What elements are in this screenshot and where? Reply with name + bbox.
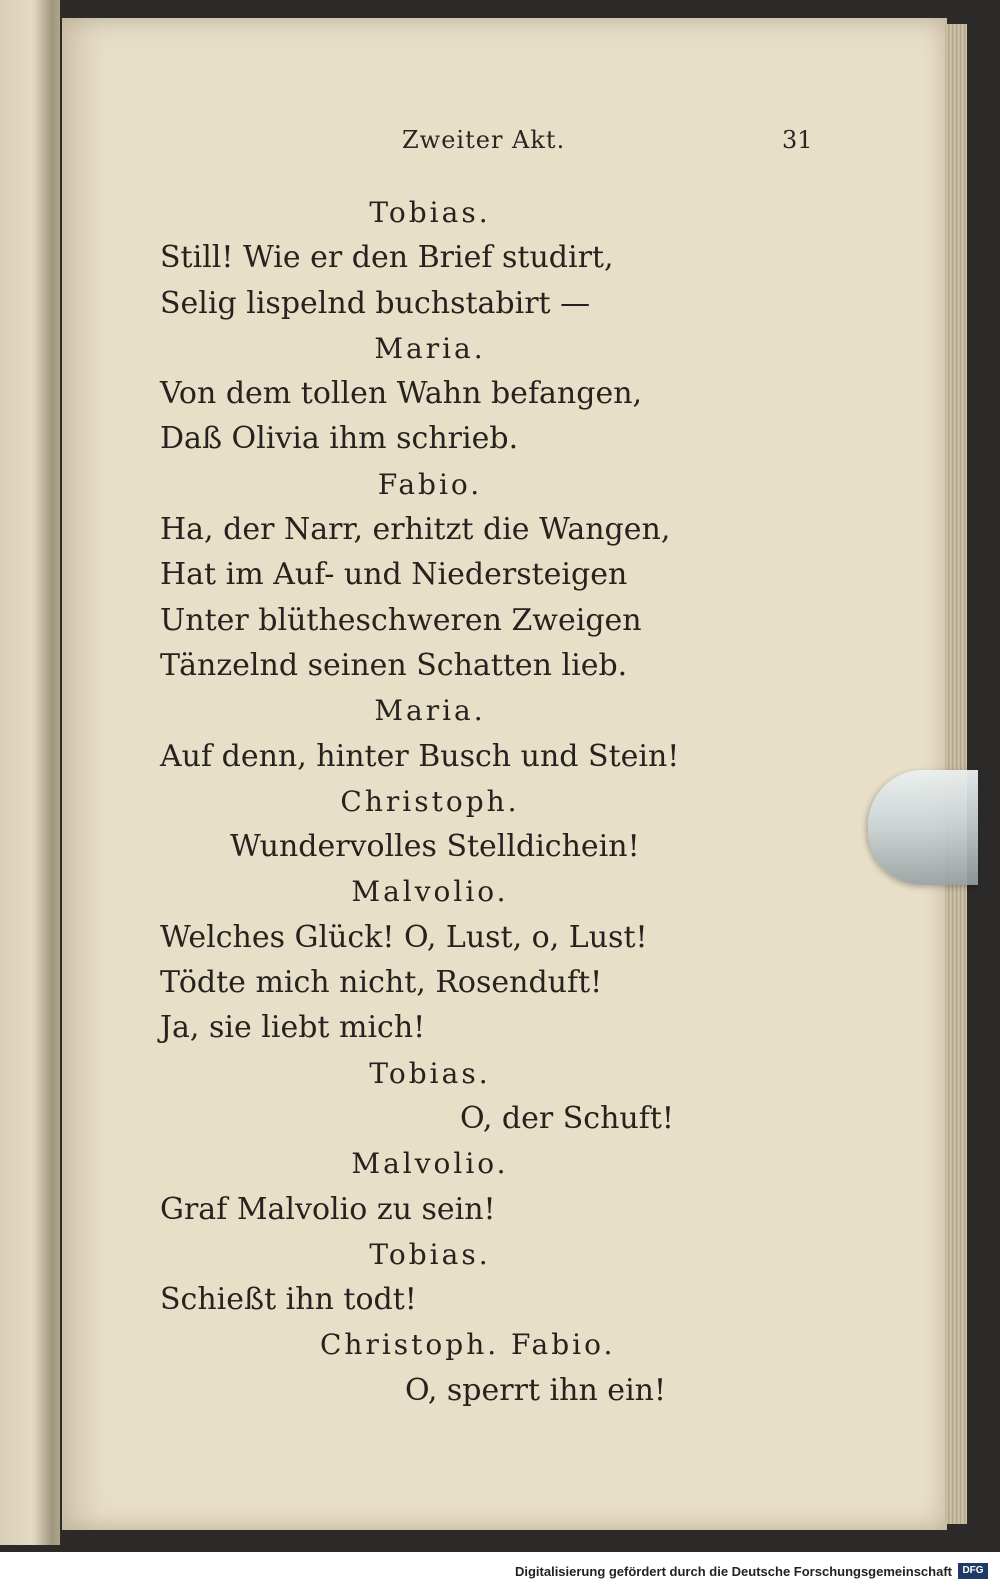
page-number: 31 [782,126,813,154]
verse-line: Ha, der Narr, erhitzt die Wangen, [160,512,671,548]
page-header [62,122,947,162]
verse-line: O, sperrt ihn ein! [405,1372,667,1408]
speaker-name: Maria. [374,694,486,728]
play-text [160,190,700,1413]
running-title: Zweiter Akt. [402,126,566,154]
verse-line: O, der Schuft! [460,1100,674,1136]
verse-line: Tödte mich nicht, Rosenduft! [160,965,603,1001]
verse-line: Still! Wie er den Brief studirt, [160,240,614,276]
dfg-logo: DFG [958,1563,988,1579]
speaker-name: Malvolio. [351,1147,509,1181]
verse-line: Schießt ihn todt! [160,1282,417,1318]
verse-line: Hat im Auf- und Niedersteigen [160,557,628,593]
speaker-name: Malvolio. [351,875,509,909]
speaker-name: Christoph. Fabio. [320,1328,616,1362]
speaker-name: Tobias. [369,196,491,229]
verse-line: Welches Glück! O, Lust, o, Lust! [160,919,648,955]
book-spine-shadow [32,0,66,1545]
verse-line: Daß Olivia ihm schrieb. [160,421,519,457]
funding-credit: Digitalisierung gefördert durch die Deutsche Forschungsgemeinschaft [514,1564,952,1579]
verse-line: Wundervolles Stelldichein! [230,829,640,865]
speaker-name: Tobias. [369,1237,491,1271]
verse-line: Selig lispelnd buchstabirt — [160,285,591,321]
verse-line: Tänzelnd seinen Schatten lieb. [160,647,628,683]
verse-line: Ja, sie liebt mich! [160,1010,426,1046]
page-clip [868,770,978,885]
speaker-name: Christoph. [340,784,520,818]
verse-line: Graf Malvolio zu sein! [160,1191,496,1227]
verse-line: Unter blütheschweren Zweigen [160,602,642,638]
verse-line: Von dem tollen Wahn befangen, [160,376,643,412]
speaker-name: Fabio. [377,467,483,501]
speaker-name: Tobias. [369,1056,491,1090]
footer-bar [0,1552,1000,1592]
verse-line: Auf denn, hinter Busch und Stein! [160,738,680,774]
speaker-name: Maria. [374,331,486,365]
